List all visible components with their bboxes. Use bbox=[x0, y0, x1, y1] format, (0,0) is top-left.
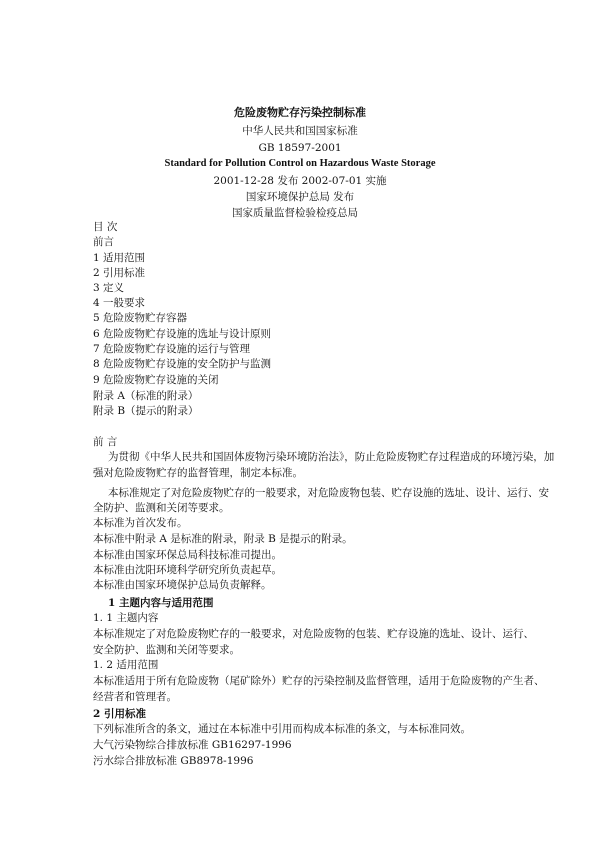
foreword-p2: 本标准规定了对危险废物贮存的一般要求，对危险废物包装、贮存设施的选址、设计、运行、安 bbox=[108, 487, 549, 499]
foreword-p2-cont: 全防护、监测和关闭等要求。 bbox=[93, 502, 230, 514]
issuer-line: 中华人民共和国国家标准 bbox=[242, 125, 358, 137]
section-1-1-text: 本标准规定了对危险废物贮存的一般要求，对危险废物的包装、贮存设施的选址、设计、运行、 bbox=[93, 628, 534, 640]
section-1-2-text-cont: 经营者和管理者。 bbox=[93, 691, 177, 703]
toc-heading: 目 次 bbox=[93, 221, 118, 233]
section-1-2-heading: 1. 2 适用范围 bbox=[93, 659, 159, 671]
toc-item: 8 危险废物贮存设施的安全防护与监测 bbox=[93, 358, 272, 370]
section-2-intro: 下列标准所含的条文，通过在本标准中引用而构成本标准的条文，与本标准同效。 bbox=[93, 723, 471, 735]
foreword-p5: 本标准由国家环保总局科技标准司提出。 bbox=[93, 549, 282, 561]
standard-code: GB 18597-2001 bbox=[258, 142, 342, 154]
foreword-p4: 本标准中附录 A 是标准的附录，附录 B 是提示的附录。 bbox=[93, 533, 353, 545]
reference-item: 大气污染物综合排放标准 GB16297-1996 bbox=[93, 739, 292, 751]
foreword-p3: 本标准为首次发布。 bbox=[93, 517, 188, 529]
reference-item: 污水综合排放标准 GB8978-1996 bbox=[93, 755, 254, 767]
toc-item: 3 定义 bbox=[93, 282, 125, 294]
toc-item: 2 引用标准 bbox=[93, 267, 146, 279]
publisher-1: 国家环境保护总局 发布 bbox=[245, 191, 355, 203]
toc-item: 9 危险废物贮存设施的关闭 bbox=[93, 374, 219, 386]
foreword-p6: 本标准由沈阳环境科学研究所负责起草。 bbox=[93, 564, 282, 576]
toc-item: 1 适用范围 bbox=[93, 252, 146, 264]
foreword-heading: 前 言 bbox=[93, 436, 118, 448]
toc-item: 6 危险废物贮存设施的选址与设计原则 bbox=[93, 328, 272, 340]
toc-item: 附录 B（提示的附录） bbox=[93, 405, 199, 417]
section-1-1-heading: 1. 1 主题内容 bbox=[93, 612, 159, 624]
foreword-p1-cont: 强对危险废物贮存的监督管理，制定本标准。 bbox=[93, 467, 303, 479]
foreword-p7: 本标准由国家环境保护总局负责解释。 bbox=[93, 579, 272, 591]
section-1-1-text-cont: 安全防护、监测和关闭等要求。 bbox=[93, 644, 240, 656]
toc-item: 附录 A（标准的附录） bbox=[93, 390, 199, 402]
section-2-heading: 2 引用标准 bbox=[93, 708, 146, 720]
toc-item: 4 一般要求 bbox=[93, 297, 146, 309]
toc-item: 7 危险废物贮存设施的运行与管理 bbox=[93, 343, 251, 355]
publisher-2: 国家质量监督检验检疫总局 bbox=[232, 207, 358, 219]
section-1-heading: 1 主题内容与适用范围 bbox=[108, 597, 214, 609]
foreword-p1: 为贯彻《中华人民共和国固体废物污染环境防治法》，防止危险废物贮存过程造成的环境污染，加 bbox=[108, 451, 555, 463]
title-cn: 危险废物贮存污染控制标准 bbox=[234, 106, 366, 119]
section-1-2-text: 本标准适用于所有危险废物（尾矿除外）贮存的污染控制及监督管理，适用于危险废物的产生者、 bbox=[93, 675, 545, 687]
toc-item: 5 危险废物贮存容器 bbox=[93, 312, 188, 324]
title-en: Standard for Pollution Control on Hazardous Waste Storage bbox=[164, 158, 436, 169]
toc-item: 前言 bbox=[93, 236, 114, 248]
dates: 2001-12-28 发布 2002-07-01 实施 bbox=[213, 175, 387, 187]
